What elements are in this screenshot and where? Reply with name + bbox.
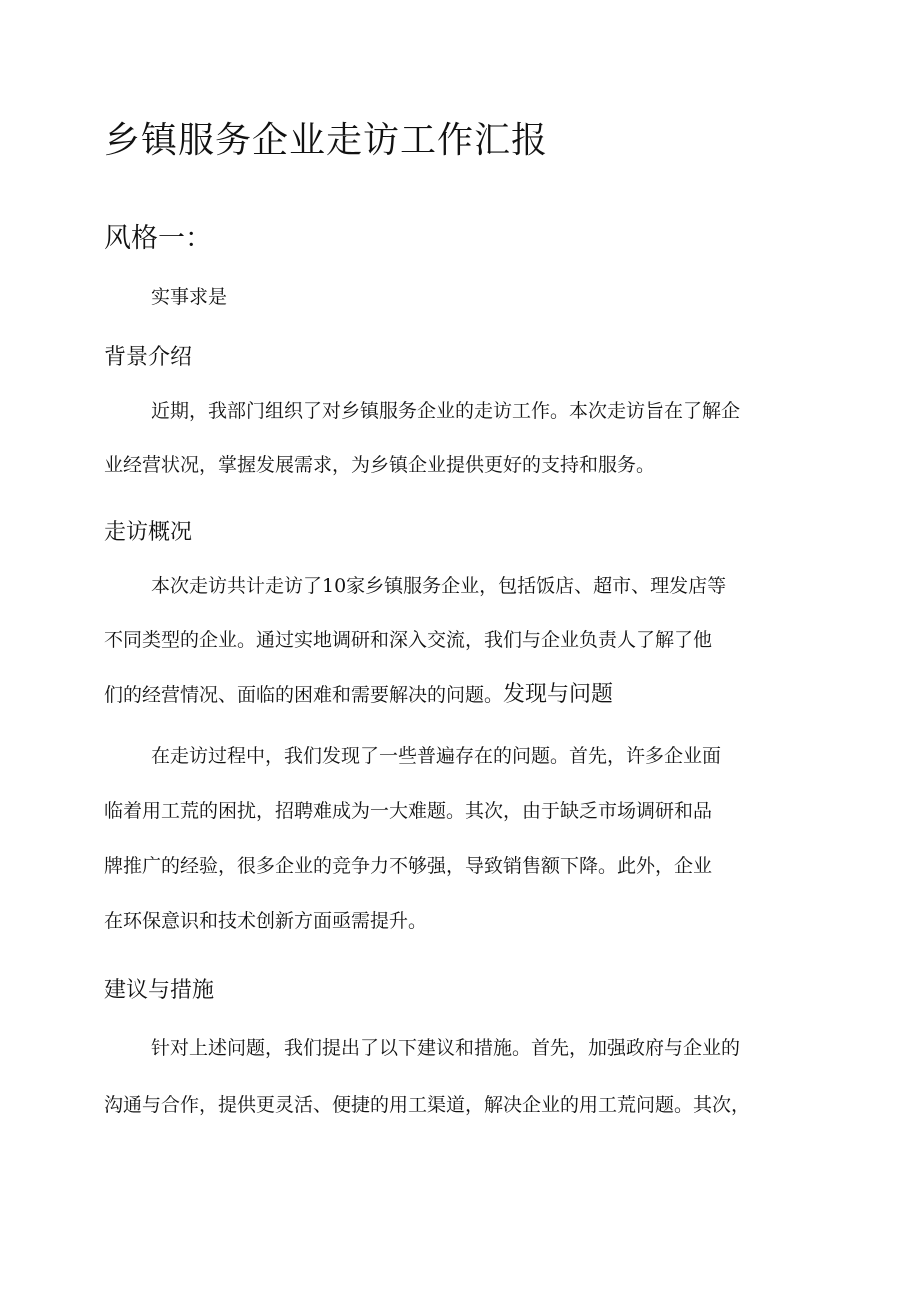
paragraph-line: 针对上述问题，我们提出了以下建议和措施。首先，加强政府与企业的 xyxy=(151,1037,741,1059)
paragraph-line: 临着用工荒的困扰，招聘难成为一大难题。其次，由于缺乏市场调研和品 xyxy=(104,800,713,822)
section-heading-suggestions: 建议与措施 xyxy=(104,978,215,1003)
paragraph-line-with-heading xyxy=(104,684,613,706)
paragraph-line: 牌推广的经验，很多企业的竞争力不够强，导致销售额下降。此外，企业 xyxy=(104,855,713,877)
paragraph-line: 近期，我部门组织了对乡镇服务企业的走访工作。本次走访旨在了解企 xyxy=(151,400,741,422)
paragraph-line: 本次走访共计走访了10家乡镇服务企业，包括饭店、超市、理发店等 xyxy=(151,575,727,597)
paragraph-line: 业经营状况，掌握发展需求，为乡镇企业提供更好的支持和服务。 xyxy=(104,454,656,476)
section-heading-findings: 发现与问题 xyxy=(503,682,614,707)
paragraph-line: 不同类型的企业。通过实地调研和深入交流，我们与企业负责人了解了他 xyxy=(104,629,713,651)
section-heading-background: 背景介绍 xyxy=(104,345,193,370)
document-title: 乡镇服务企业走访工作汇报 xyxy=(104,120,549,161)
paragraph-line: 沟通与合作，提供更灵活、便捷的用工渠道，解决企业的用工荒问题。其次， xyxy=(104,1094,751,1116)
style-heading: 风格一： xyxy=(104,223,212,254)
section-heading-overview: 走访概况 xyxy=(104,520,193,545)
paragraph-line-text: 们的经营情况、面临的困难和需要解决的问题。 xyxy=(104,684,504,706)
paragraph-line: 在环保意识和技术创新方面亟需提升。 xyxy=(104,910,428,932)
paragraph-line: 在走访过程中，我们发现了一些普遍存在的问题。首先，许多企业面 xyxy=(151,745,722,767)
summary-text: 实事求是 xyxy=(151,286,228,308)
